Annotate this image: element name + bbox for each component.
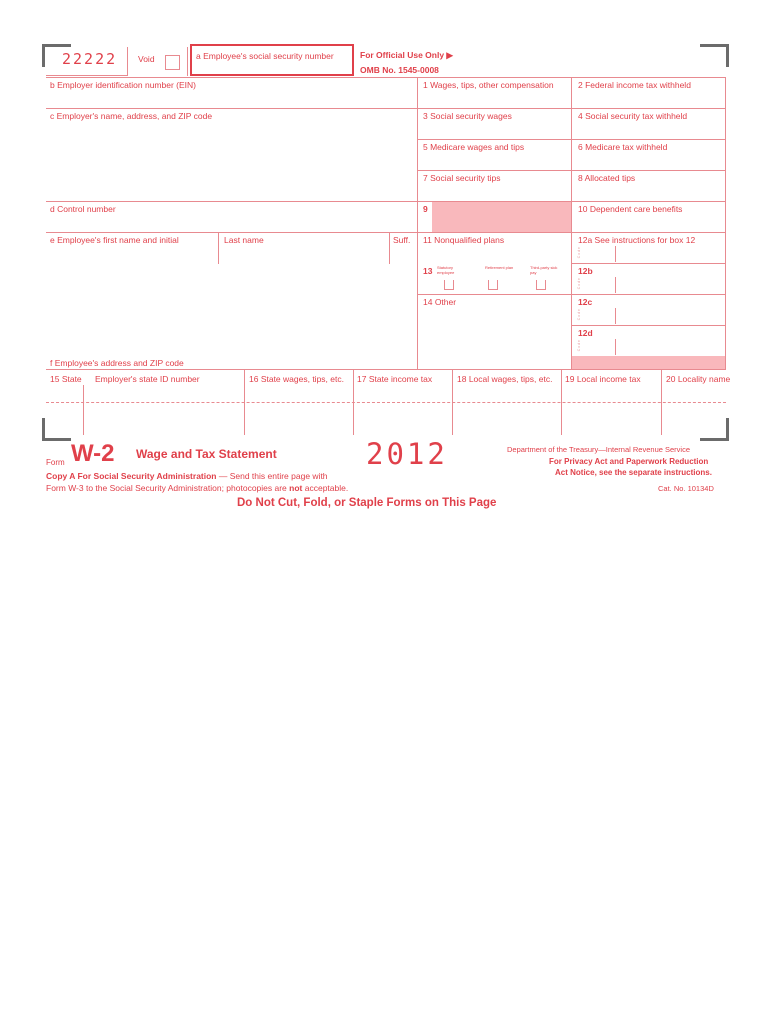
- statutory-employee-checkbox[interactable]: [444, 280, 454, 290]
- void-checkbox[interactable]: [165, 55, 180, 70]
- copy-a-line2-pre: Form W-3 to the Social Security Administration; photocopies are: [46, 483, 290, 493]
- crop-mark-bottom-left: [42, 418, 71, 441]
- box-3-label: 3 Social security wages: [423, 111, 512, 121]
- form-word: Form: [46, 458, 65, 467]
- box-d-label: d Control number: [50, 204, 116, 214]
- box-e-suff-label: Suff.: [393, 235, 411, 245]
- crop-mark-bottom-right: [700, 418, 729, 441]
- box-6-label: 6 Medicare tax withheld: [578, 142, 668, 152]
- box-5-label: 5 Medicare wages and tips: [423, 142, 525, 152]
- box-12-shaded: [572, 356, 725, 369]
- box-9-label: 9: [423, 204, 428, 214]
- box-15-id-label: Employer's state ID number: [95, 374, 200, 384]
- code-label-12a: C o d e: [577, 247, 581, 259]
- code-label-12d: C o d e: [577, 340, 581, 352]
- form-title: Wage and Tax Statement: [136, 447, 277, 461]
- box-19-label: 19 Local income tax: [565, 374, 641, 384]
- do-not-cut-notice: Do Not Cut, Fold, or Staple Forms on This Page: [237, 497, 497, 509]
- copy-a-line-2: [46, 483, 348, 493]
- box-7-label: 7 Social security tips: [423, 173, 501, 183]
- crop-mark-top-right: [700, 44, 729, 67]
- retirement-plan-checkbox[interactable]: [488, 280, 498, 290]
- employer-ein-field[interactable]: [50, 92, 410, 106]
- box-18-label: 18 Local wages, tips, etc.: [457, 374, 553, 384]
- tax-year: 2012: [366, 437, 448, 471]
- third-party-sick-pay-label: Third-party sick pay: [530, 265, 558, 275]
- box-b-label: b Employer identification number (EIN): [50, 80, 196, 90]
- box-a-label: a Employee's social security number: [196, 51, 334, 61]
- omb-number: OMB No. 1545-0008: [360, 65, 439, 75]
- statutory-employee-label: Statutory employee: [437, 265, 455, 275]
- form-id-number: 22222: [62, 50, 118, 68]
- copy-a-rest: — Send this entire page with: [216, 471, 328, 481]
- box-e-first-label: e Employee's first name and initial: [50, 235, 179, 245]
- box-11-label: 11 Nonqualified plans: [423, 235, 505, 245]
- department-label: Department of the Treasury—Internal Revenue Service: [507, 445, 691, 454]
- retirement-plan-label: Retirement plan: [485, 265, 514, 270]
- employer-name-field[interactable]: [50, 124, 410, 198]
- copy-a-bold: Copy A For Social Security Administration: [46, 471, 217, 481]
- box-15-label: 15 State: [50, 374, 82, 384]
- box-13-label: 13: [423, 266, 433, 276]
- copy-a-line-1: [46, 471, 328, 481]
- box-f-label: f Employee's address and ZIP code: [50, 358, 184, 368]
- official-use-label: For Official Use Only ▶: [360, 50, 453, 60]
- privacy-line-2: Act Notice, see the separate instructions.: [555, 468, 712, 477]
- box-8-label: 8 Allocated tips: [578, 173, 636, 183]
- catalog-number: Cat. No. 10134D: [658, 484, 714, 493]
- code-label-12b: C o d e: [577, 278, 581, 290]
- box-17-label: 17 State income tax: [357, 374, 433, 384]
- box-9-shaded: [432, 202, 571, 232]
- copy-a-line2-bold: not: [289, 483, 303, 493]
- code-label-12c: C o d e: [577, 309, 581, 321]
- box-12a-label: 12a See instructions for box 12: [578, 235, 696, 245]
- employee-name-field[interactable]: [50, 247, 410, 263]
- box-4-label: 4 Social security tax withheld: [578, 111, 688, 121]
- box-c-label: c Employer's name, address, and ZIP code: [50, 111, 213, 121]
- box-12c-label: 12c: [578, 297, 593, 307]
- box-10-label: 10 Dependent care benefits: [578, 204, 683, 214]
- box-20-label: 20 Locality name: [666, 374, 731, 384]
- box-12d-label: 12d: [578, 328, 593, 338]
- box-12b-label: 12b: [578, 266, 593, 276]
- box-e-last-label: Last name: [224, 235, 264, 245]
- box-14-label: 14 Other: [423, 297, 457, 307]
- copy-a-line2-post: acceptable.: [302, 483, 349, 493]
- form-name: W-2: [71, 440, 115, 467]
- box-16-label: 16 State wages, tips, etc.: [249, 374, 344, 384]
- box-2-label: 2 Federal income tax withheld: [578, 80, 691, 90]
- control-number-field[interactable]: [50, 216, 410, 230]
- box-1-label: 1 Wages, tips, other compensation: [423, 80, 554, 90]
- third-party-sick-pay-checkbox[interactable]: [536, 280, 546, 290]
- void-label: Void: [138, 54, 155, 64]
- privacy-line-1: For Privacy Act and Paperwork Reduction: [549, 457, 709, 466]
